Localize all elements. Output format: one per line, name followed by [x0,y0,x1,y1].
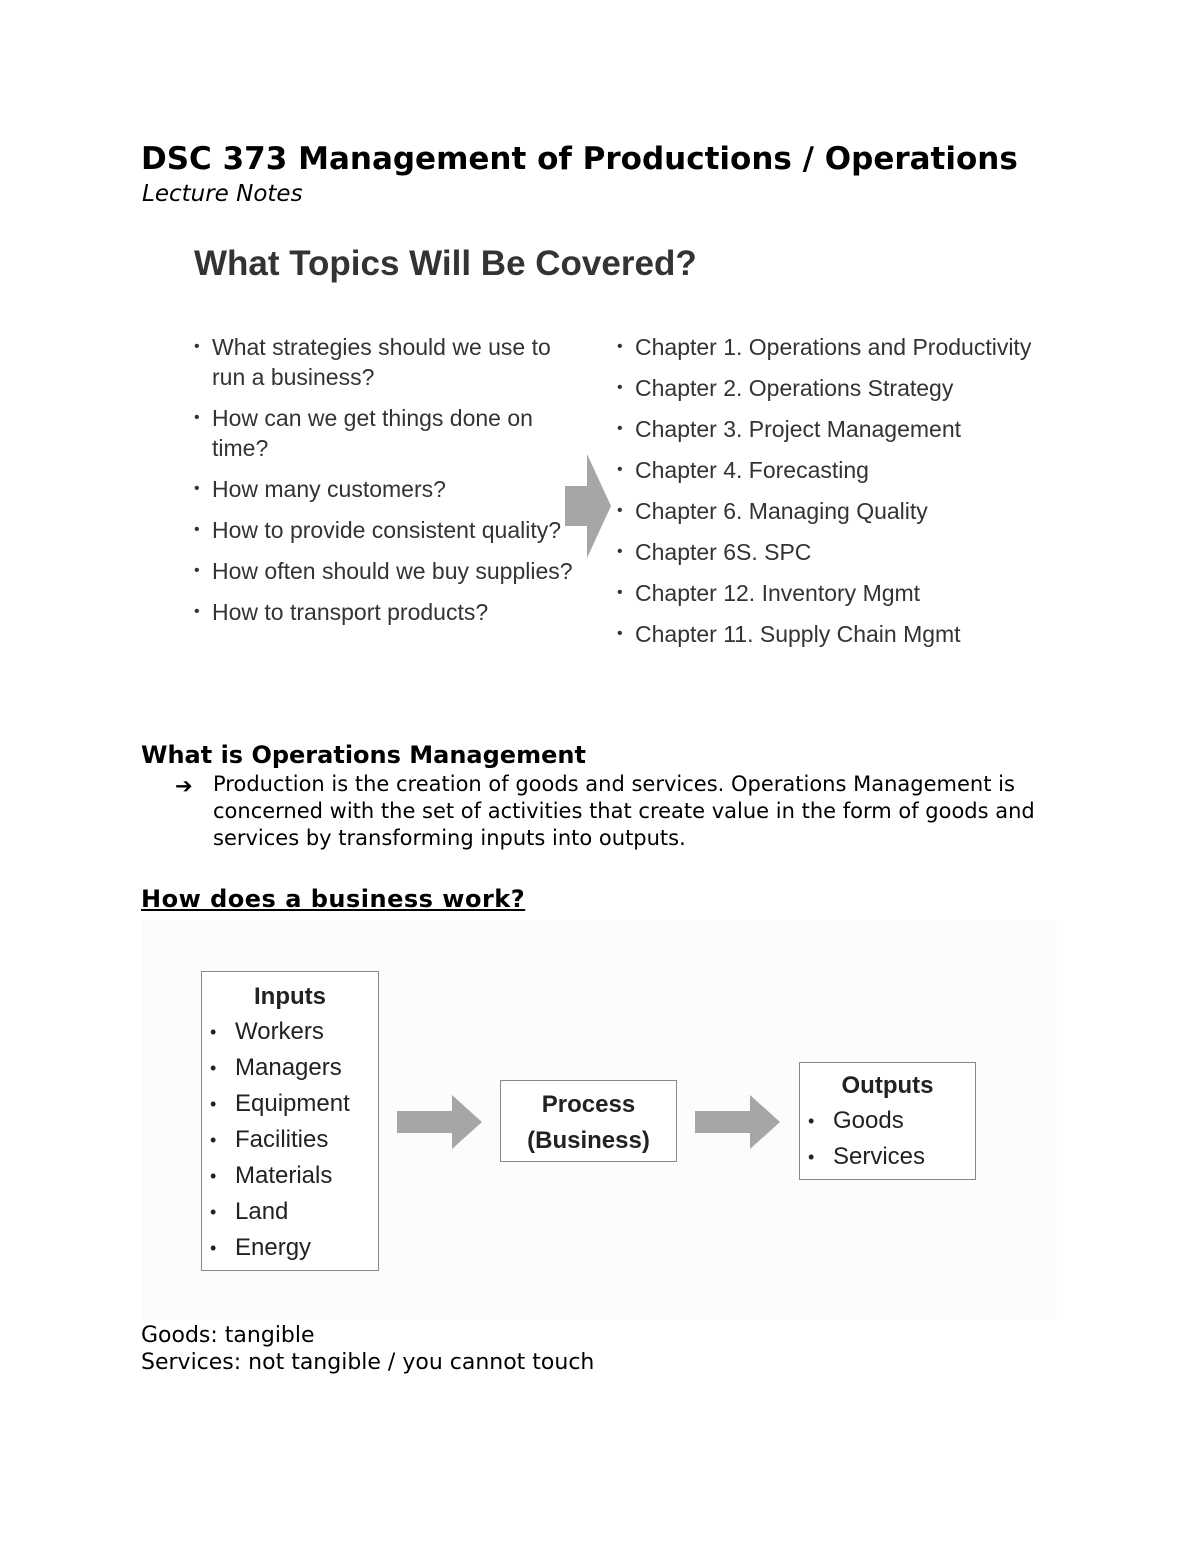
list-item: • Chapter 1. Operations and Productivity [617,334,1032,360]
list-item: • How to provide consistent quality? [194,517,562,543]
arrow-bullet-icon: ➔ [175,774,193,798]
bullet-icon: • [194,562,200,579]
list-item: • Chapter 6. Managing Quality [617,498,928,524]
bullet-icon: • [808,1147,815,1167]
bullet-icon: • [210,1238,217,1258]
list-item: • Land [202,1194,378,1230]
bullet-icon: • [210,1202,217,1222]
process-title: Process [541,1091,636,1118]
bullet-icon: • [617,543,623,560]
bullet-icon: • [194,521,200,538]
outputs-box [799,1062,976,1180]
list-item: • Equipment [202,1086,378,1122]
bullet-icon: • [617,379,623,396]
right-arrow-icon [565,454,611,558]
bullet-icon: • [617,420,623,437]
goods-note: Goods: tangible [141,1323,315,1348]
list-item: • Workers [202,1014,378,1050]
bullet-icon: • [808,1111,815,1131]
list-item: • Facilities [202,1122,378,1158]
right-arrow-icon [397,1095,482,1149]
bullet-icon: • [617,625,623,642]
bullet-icon: • [194,603,200,620]
list-item: • Chapter 4. Forecasting [617,457,869,483]
bullet-icon: • [617,338,623,355]
bullet-icon: • [194,480,200,497]
bullet-icon: • [210,1022,217,1042]
question-list [194,332,584,638]
bullet-icon: • [617,461,623,478]
bullet-icon: • [617,584,623,601]
operations-definition: Production is the creation of goods and services. Operations Management is concerned with the set of activities that create value in the form of goods and services by transforming inputs into outputs. [213,772,1035,850]
services-note: Services: not tangible / you cannot touch [141,1350,595,1375]
bullet-icon: • [210,1130,217,1150]
list-item: • Chapter 3. Project Management [617,416,962,442]
inputs-title: Inputs [254,983,326,1010]
inputs-box [201,971,379,1271]
list-item: • How to transport products? [194,599,489,625]
outputs-list [800,1103,975,1175]
business-flow-diagram [142,920,1057,1320]
slide-title: What Topics Will Be Covered? [194,244,697,283]
outputs-title: Outputs [841,1072,934,1099]
bullet-icon: • [194,338,200,355]
list-item: • Chapter 11. Supply Chain Mgmt [617,621,961,647]
list-item: • How many customers? [194,476,446,502]
list-item: • What strategies should we use to run a business? [194,334,551,390]
document-subtitle: Lecture Notes [142,181,303,207]
list-item: • Managers [202,1050,378,1086]
list-item: • Energy [202,1230,378,1266]
list-item: • Chapter 2. Operations Strategy [617,375,954,401]
topics-slide [142,226,1057,708]
process-box [500,1080,677,1162]
list-item: • Chapter 12. Inventory Mgmt [617,580,921,606]
bullet-icon: • [194,409,200,426]
bullet-icon: • [617,502,623,519]
list-item: • How often should we buy supplies? [194,558,573,584]
list-item: • Goods [800,1103,975,1139]
list-item: • Services [800,1139,975,1175]
right-arrow-icon [695,1095,780,1149]
list-item: • How can we get things done on time? [194,405,533,461]
bullet-icon: • [210,1058,217,1078]
document-title: DSC 373 Management of Productions / Operations [141,141,1018,177]
chapter-list [617,332,1037,660]
section-heading-business: How does a business work? [141,885,526,913]
bullet-icon: • [210,1166,217,1186]
bullet-icon: • [210,1094,217,1114]
inputs-list [202,1014,378,1266]
list-item: • Chapter 6S. SPC [617,539,812,565]
section-heading-operations: What is Operations Management [141,741,586,769]
list-item: • Materials [202,1158,378,1194]
process-subtitle: (Business) [527,1127,650,1154]
